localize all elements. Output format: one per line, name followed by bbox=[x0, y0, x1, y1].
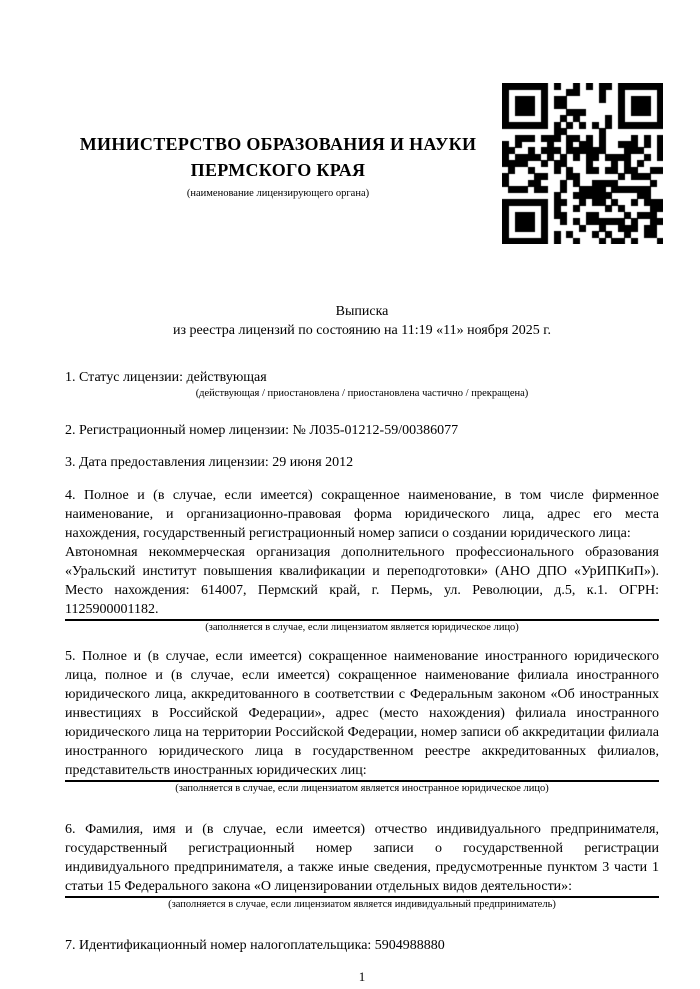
entrepreneur-section bbox=[65, 820, 659, 912]
qr-code bbox=[502, 83, 663, 244]
document-body bbox=[65, 302, 659, 985]
legal-entity-section bbox=[65, 486, 659, 635]
grant-date-line: 3. Дата предоставления лицензии: 29 июня 2012 bbox=[65, 455, 354, 470]
foreign-entity-caption: (заполняется в случае, если лицензиатом является иностранное юридическое лицо) bbox=[175, 783, 549, 794]
qr-code-image bbox=[502, 83, 663, 244]
status-options-caption: (действующая / приостановлена / приостановлена частично / прекращена) bbox=[195, 388, 529, 399]
ministry-name-line1: МИНИСТЕРСТВО ОБРАЗОВАНИЯ И НАУКИ bbox=[79, 134, 477, 154]
registration-number-line: 2. Регистрационный номер лицензии: № Л035-01212-59/00386077 bbox=[65, 423, 459, 438]
legal-entity-value: Автономная некоммерческая организация дополнительного профессионального образования «Уральский институт повышения квалификации и переподготовки» (АНО ДПО «УрИПКиП»). Место нахождения: 614007, Пермский край, г. Пермь, ул. Революции, д.5, к.1. ОГРН: 1125900001182. bbox=[65, 545, 659, 617]
legal-entity-caption: (заполняется в случае, если лицензиатом является юридическое лицо) bbox=[205, 622, 519, 633]
document-title: Выписка bbox=[335, 304, 389, 319]
foreign-entity-section bbox=[65, 647, 659, 796]
legal-entity-label: 4. Полное и (в случае, если имеется) сокращенное наименование, в том числе фирменное наименование, и организационно-правовая форма юридического лица, адрес его места нахождения, государственный регистрационный номер записи о создании юридического лица: bbox=[65, 488, 659, 541]
license-status-line: 1. Статус лицензии: действующая bbox=[65, 370, 267, 385]
ministry-name-line2: ПЕРМСКОГО КРАЯ bbox=[190, 160, 366, 180]
taxpayer-number-line: 7. Идентификационный номер налогоплательщика: 5904988880 bbox=[65, 938, 445, 953]
ministry-header bbox=[65, 131, 491, 201]
document-subtitle: из реестра лицензий по состоянию на 11:19 «11» ноября 2025 г. bbox=[173, 323, 551, 338]
entrepreneur-label: 6. Фамилия, имя и (в случае, если имеется) отчество индивидуального предпринимателя, государственный регистрационный номер записи о государственной регистрации индивидуального предпринимателя, а также иные сведения, предусмотренные пунктом 3 части 1 статьи 15 Федерального закона «О лицензировании отдельных видов деятельности»: bbox=[65, 822, 659, 894]
page-number: 1 bbox=[358, 969, 366, 984]
entrepreneur-caption: (заполняется в случае, если лицензиатом является индивидуальный предприниматель) bbox=[168, 899, 556, 910]
org-caption: (наименование лицензирующего органа) bbox=[186, 188, 370, 199]
foreign-entity-label: 5. Полное и (в случае, если имеется) сокращенное наименование иностранного юридического лица, полное и (в случае, если имеется) сокращенное наименование филиала иностранного юридического лица, аккредитованного в соответствии с Федеральным законом «Об иностранных инвестициях в Российской Федерации», адрес (место нахождения) филиала иностранного юридического лица на территории Российской Федерации, номер записи об аккредитации филиала иностранного юридического лица в государственном реестре аккредитованных филиалов, представительств иностранных юридических лиц: bbox=[65, 649, 659, 778]
